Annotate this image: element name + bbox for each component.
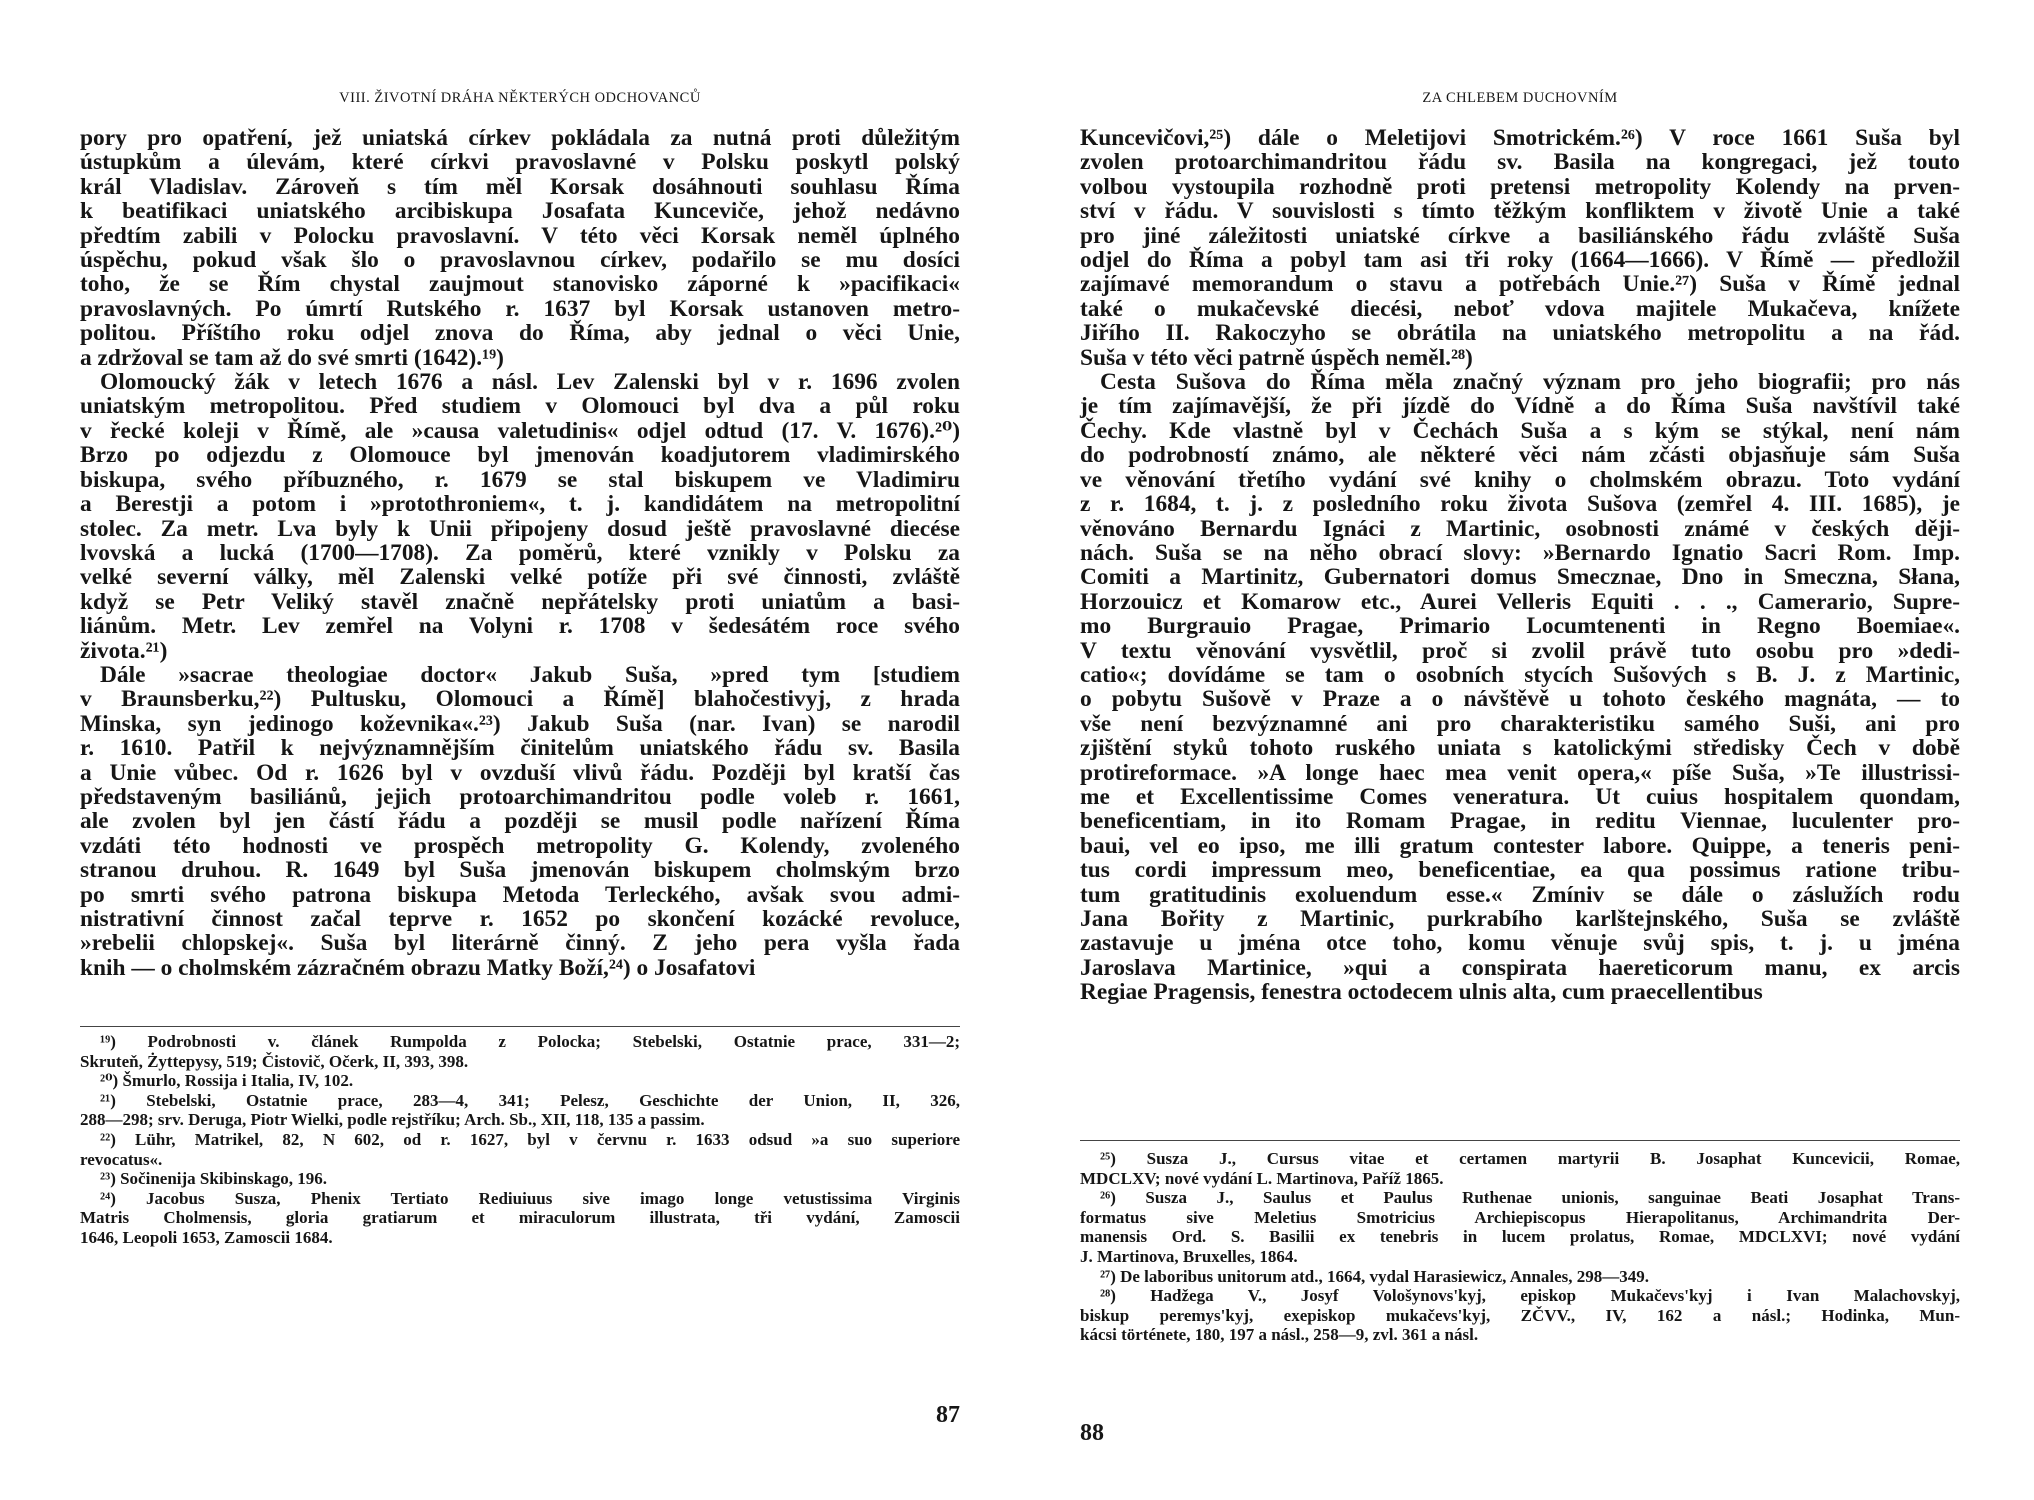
footnote-line: ²⁸) Hadžega V., Josyf Vološynovs'kyj, episkop Mukačevs'kyj i Ivan Malachovskyj, (1100, 1286, 1960, 1306)
footnotes (80, 1032, 960, 1248)
text-line: Jaroslava Martinice, »qui a conspirata haereticorum manu, ex arcis (1080, 954, 1960, 981)
text-line: a Unie vůbec. Od r. 1626 byl v ovzduší vlivů řádu. Později byl kratší čas (80, 759, 960, 786)
text-line: nistrativní činnost začal teprve r. 1652 po skončení kozácké revoluce, (80, 906, 960, 932)
footnote-line: 1646, Leopoli 1653, Zamoscii 1684. (80, 1227, 333, 1247)
text-line: me et Excellentissime Comes veneratura. Ut cuius hospitalem quondam, (1080, 783, 1960, 810)
text-line: Minska, syn jedinogo koževnika«.²³) Jakub Suša (nar. Ivan) se narodil (80, 710, 960, 737)
footnote-line: ²⁷) De laboribus unitorum atd., 1664, vydal Harasiewicz, Annales, 298—349. (1100, 1266, 1650, 1286)
text-line: do podrobností známo, ale některé věci nám zčásti objasňuje sám Suša (1080, 442, 1960, 469)
footnote-line: formatus sive Meletius Smotricius Archiepiscopus Hierapolitanus, Archimandrita Der- (1080, 1207, 1960, 1227)
text-line: velké severní války, měl Zalenski velké potíže při své činnosti, zvláště (80, 564, 960, 591)
footnote-line: ²⁰) Šmurlo, Rossija i Italia, IV, 102. (100, 1071, 354, 1091)
text-line: stranou druhou. R. 1649 byl Suša jmenován biskupem cholmským brzo (80, 857, 960, 884)
text-line: vše není bezvýznamné ani pro charakteristiku samého Suši, ani pro (1080, 710, 1960, 737)
text-line: Čechy. Kde vlastně byl v Čechách Suša a s kým se stýkal, není nám (1080, 417, 1960, 444)
footnote-line: revocatus«. (80, 1149, 163, 1169)
left-page (80, 0, 960, 1500)
text-line: pravoslavných. Po úmrtí Rutského r. 1637 byl Korsak ustanoven metro- (80, 295, 960, 322)
page-number: 87 (936, 1402, 960, 1428)
text-line: politou. Příštího roku odjel znova do Říma, aby jednal o věci Unie, (80, 320, 960, 347)
footnote-line: kácsi története, 180, 197 a násl., 258—9, zvl. 361 a násl. (1080, 1325, 1479, 1345)
running-head: ZA CHLEBEM DUCHOVNÍM (1422, 90, 1618, 106)
text-line: Suša v této věci patrně úspěch neměl.²⁸) (1080, 344, 1473, 371)
text-line: catio«; dovídáme se tam o osobních stycích Sušových s B. J. z Martinic, (1080, 661, 1960, 688)
text-line: Olomoucký žák v letech 1676 a násl. Lev Zalenski byl v r. 1696 zvolen (100, 369, 960, 396)
text-line: pro jiné záležitosti uniatské církve a basiliánského řádu zvláště Suša (1080, 222, 1960, 249)
text-line: v Braunsberku,²²) Pultusku, Olomouci a Římě] blahočestivyj, z hrada (80, 686, 960, 713)
text-line: předtím zabili v Polocku pravoslavní. V této věci Korsak neměl úplného (80, 222, 960, 249)
text-line: také o mukačevské diecési, neboť vdova majitele Mukačeva, knížete (1080, 295, 1960, 322)
text-line: v řecké koleji v Římě, ale »causa valetudinis« odjel odtud (17. V. 1676).²⁰) (80, 417, 960, 444)
text-line: Cesta Sušova do Říma měla značný význam pro jeho biografii; pro nás (1100, 369, 1960, 396)
text-line: pory pro opatření, jež uniatská církev pokládala za nutná proti důležitým (80, 125, 960, 151)
text-line: představeným basiliánů, jejich protoarchimandritou podle voleb r. 1661, (80, 783, 960, 810)
footnote-line: Matris Cholmensis, gloria gratiarum et miraculorum illustrata, tři vydání, Zamoscii (80, 1208, 960, 1228)
footnote-line: 288—298; srv. Deruga, Piotr Wielki, podle rejstříku; Arch. Sb., XII, 118, 135 a passim. (80, 1110, 705, 1130)
text-line: Regiae Pragensis, fenestra octodecem ulnis alta, cum praecellentibus (1080, 979, 1763, 1006)
text-line: »rebelii chlopskej«. Suša byl literárně činný. Z jeho pera vyšla řada (80, 930, 960, 957)
footnote-line: Skruteň, Żyttepysy, 519; Čistovič, Očerk, II, 393, 398. (80, 1051, 469, 1071)
text-line: odjel do Říma a pobyl tam asi tři roky (1664—1666). V Římě — předložil (1080, 247, 1960, 274)
body-text (1080, 126, 1960, 1005)
text-line: k beatifikaci uniatského arcibiskupa Josafata Kunceviče, jehož nedávno (80, 198, 960, 225)
footnote-line: manensis Ord. S. Basilii ex tenebris in lucem prolatus, Romae, MDCLXVI; nové vydání (1080, 1227, 1960, 1247)
text-line: biskupa, svého příbuzného, r. 1679 se stal biskupem ve Vladimiru (80, 466, 960, 493)
text-line: liánům. Metr. Lev zemřel na Volyni r. 1708 v šedesátém roce svého (80, 613, 960, 640)
text-line: stolec. Za metr. Lva byly k Unii připojeny dosud ještě pravoslavné diecése (80, 515, 960, 542)
text-line: toho, že se Řím chystal zaujmout stanovisko záporné k »pacifikaci« (80, 271, 960, 298)
text-line: života.²¹) (80, 637, 168, 664)
footnote-line: ²⁶) Susza J., Saulus et Paulus Ruthenae unionis, sanguinae Beati Josaphat Trans- (1100, 1188, 1960, 1208)
text-line: uniatským metropolitou. Před studiem v Olomouci byl dva a půl roku (80, 393, 960, 420)
text-line: nách. Suša se na něho obrací slovy: »Bernardo Ignatio Sacri Rom. Imp. (1080, 539, 1960, 566)
text-line: po smrti svého patrona biskupa Metoda Terleckého, avšak svou admi- (80, 881, 960, 908)
text-line: zastavuje u jména otce toho, komu věnuje svůj spis, t. j. u jména (1080, 930, 1960, 957)
text-line: vzdáti této hodnosti ve prospěch metropolity G. Kolendy, zvoleného (80, 832, 960, 859)
footnote-line: biskup peremys'kyj, exepiskop mukačevs'kyj, ZČVV., IV, 162 a násl.; Hodinka, Mun- (1080, 1305, 1960, 1325)
running-head: VIII. ŽIVOTNÍ DRÁHA NĚKTERÝCH ODCHOVANCŮ (339, 90, 701, 106)
text-line: tus cordi impressum meo, beneficentiae, ea qua possimus ratione tribu- (1080, 857, 1960, 884)
text-line: Jiřího II. Rakoczyho se obrátila na uniatského metropolitu a na řád. (1080, 320, 1960, 347)
text-line: a Berestji a potom i »protothroniem«, t. j. kandidátem na metropolitní (80, 491, 960, 518)
text-line: zvolen protoarchimandritou řádu sv. Basila na kongregaci, jež touto (1080, 149, 1960, 176)
text-line: tum gratitudinis exoluendum esse.« Zmíniv se dále o záslužích rodu (1080, 881, 1960, 908)
text-line: ale zvolen byl jen částí řádu a později se musil podle nařízení Říma (80, 808, 960, 835)
footnote-line: MDCLXV; nové vydání L. Martinova, Paříž 1865. (1080, 1168, 1444, 1188)
text-line: úspěchu, pokud však šlo o pravoslavnou církev, podařilo se mu dosíci (80, 247, 960, 274)
footnote-line: ²⁵) Susza J., Cursus vitae et certamen martyrii B. Josaphat Kuncevicii, Romae, (1100, 1149, 1960, 1168)
text-line: protireformace. »A longe haec mea venit opera,« píše Suša, »Te illustrissi- (1080, 759, 1960, 786)
footnotes (1080, 1149, 1960, 1345)
text-line: a zdržoval se tam až do své smrti (1642).¹⁹) (80, 344, 504, 371)
text-line: věnováno Bernardu Ignáci z Martinic, osobnosti známé v českých ději- (1080, 515, 1960, 542)
text-line: ve věnování třetího vydání své knihy o cholmském obrazu. Toto vydání (1080, 466, 1960, 493)
right-page (1080, 0, 1960, 1500)
text-line: lvovská a lucká (1700—1708). Za poměrů, které vznikly v Polsku za (80, 539, 960, 566)
text-line: Horzouicz et Komarow etc., Aurei Velleris Equiti . . ., Camerario, Supre- (1080, 588, 1960, 615)
text-line: ství v řádu. V souvislosti s tímto těžkým konfliktem v životě Unie a také (1080, 198, 1960, 225)
text-line: zjištění styků tohoto ruského uniata s katolickými středisky Čech v době (1080, 735, 1960, 762)
text-line: o pobytu Sušově v Praze a o návštěvě u tohoto českého magnáta, — to (1080, 686, 1960, 713)
text-line: Jana Bořity z Martinic, purkrabího karlštejnského, Suša se zvláště (1080, 906, 1960, 932)
text-line: Comiti a Martinitz, Gubernatori domus Smecznae, Dno in Smeczna, Słana, (1080, 564, 1960, 591)
text-line: V textu věnování vysvětlil, proč si zvolil právě tuto osobu pro »dedi- (1080, 637, 1960, 664)
text-line: mo Burgrauio Pragae, Primario Locumtenenti in Regno Boemiae«. (1080, 613, 1960, 640)
text-line: knih — o cholmském zázračném obrazu Matky Boží,²⁴) o Josafatovi (80, 954, 756, 981)
footnote-line: ¹⁹) Podrobnosti v. článek Rumpolda z Polocka; Stebelski, Ostatnie prace, 331—2; (100, 1032, 960, 1051)
text-line: Dále »sacrae theologiae doctor« Jakub Suša, »pred tym [studiem (100, 661, 960, 688)
text-line: ústupkům a úlevám, které církvi pravoslavné v Polsku poskytl polský (80, 149, 960, 176)
text-line: volbou vystoupila rozhodně proti pretensi metropolity Kolendy na prven- (1080, 173, 1960, 200)
text-line: král Vladislav. Zároveň s tím měl Korsak dosáhnouti souhlasu Říma (80, 173, 960, 200)
text-line: když se Petr Veliký stavěl značně nepřátelsky proti uniatům a basi- (80, 588, 960, 615)
page-number: 88 (1080, 1420, 1104, 1446)
text-line: beneficentiam, in ito Romam Pragae, in reditu Viennae, luculenter pro- (1080, 808, 1960, 835)
footnote-line: ²⁴) Jacobus Susza, Phenix Tertiato Rediuiuus sive imago longe vetustissima Virginis (100, 1188, 960, 1208)
text-line: je tím zajímavější, že při jízdě do Vídně a do Říma Suša navštívil také (1080, 393, 1960, 420)
footnote-line: ²³) Sočinenija Skibinskago, 196. (100, 1169, 328, 1189)
text-line: zajímavé memorandum o stavu a potřebách Unie.²⁷) Suša v Římě jednal (1080, 271, 1960, 298)
text-line: baui, vel eo ipso, me illi gratum contester labore. Quippe, a teneris peni- (1080, 832, 1960, 859)
text-line: z r. 1684, t. j. z posledního roku života Sušova (zemřel 4. III. 1685), je (1080, 491, 1960, 518)
text-line: r. 1610. Patřil k nejvýznamnějším činitelům uniatského řádu sv. Basila (80, 735, 960, 762)
footnote-rule (80, 1026, 960, 1027)
text-line: Kuncevičovi,²⁵) dále o Meletijovi Smotrickém.²⁶) V roce 1661 Suša byl (1080, 125, 1960, 151)
footnote-rule (1080, 1140, 1960, 1141)
footnote-line: ²¹) Stebelski, Ostatnie prace, 283—4, 341; Pelesz, Geschichte der Union, II, 326, (100, 1090, 960, 1110)
body-text (80, 126, 960, 980)
footnote-line: J. Martinova, Bruxelles, 1864. (1080, 1246, 1298, 1266)
footnote-line: ²²) Lühr, Matrikel, 82, N 602, od r. 1627, byl v červnu r. 1633 odsud »a suo superiore (100, 1129, 960, 1149)
text-line: Brzo po odjezdu z Olomouce byl jmenován koadjutorem vladimirského (80, 442, 960, 469)
